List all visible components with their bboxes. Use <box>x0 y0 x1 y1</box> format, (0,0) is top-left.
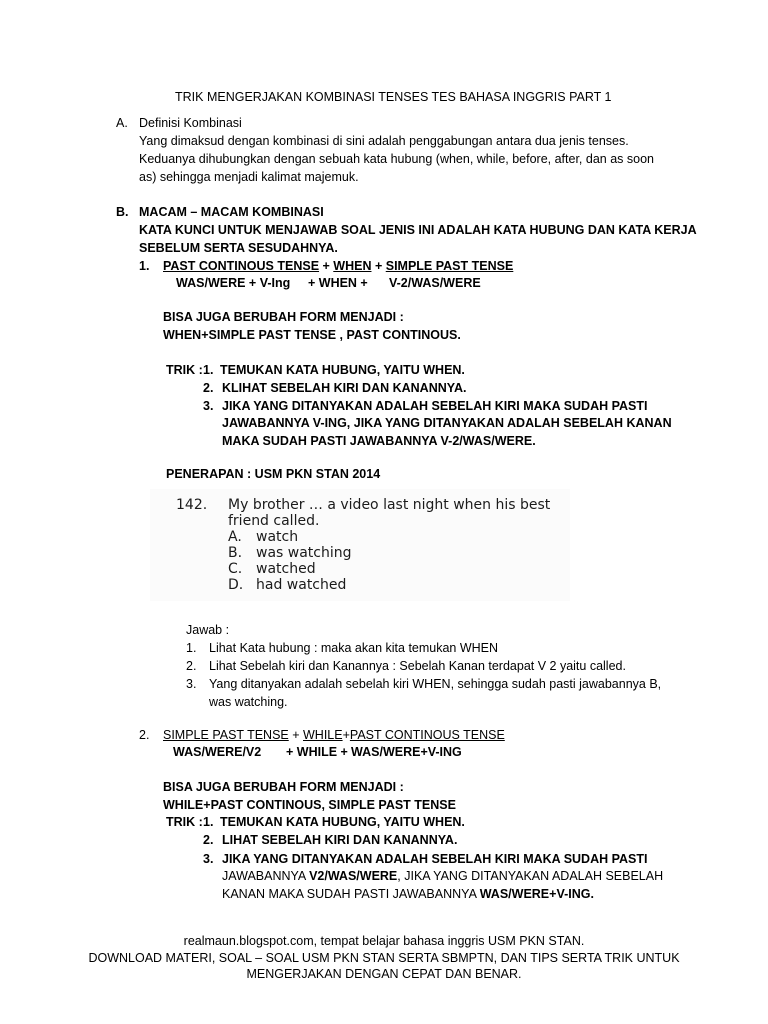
formula-part: SIMPLE PAST TENSE <box>385 259 514 273</box>
item1-pattern-b: + WHEN + <box>308 276 368 290</box>
trik-text-part: JAWABANNYA <box>222 869 310 883</box>
jawab-number: 3. <box>186 677 197 691</box>
jawab-text: was watching. <box>209 695 288 709</box>
trik-text-bold: V2/WAS/WERE <box>309 869 398 883</box>
section-b-marker: B. <box>116 205 129 219</box>
footer-line: MENGERJAKAN DENGAN CEPAT DAN BENAR. <box>246 967 522 981</box>
formula-part: WHEN <box>333 259 372 273</box>
item1-trik-label: TRIK : <box>166 363 203 377</box>
item2-alt-label: BISA JUGA BERUBAH FORM MENJADI : <box>163 780 404 794</box>
jawab-number: 2. <box>186 659 197 673</box>
item2-alt-form: WHILE+PAST CONTINOUS, SIMPLE PAST TENSE <box>163 798 456 812</box>
footer-line: realmaun.blogspot.com, tempat belajar bahasa inggris USM PKN STAN. <box>183 934 585 948</box>
trik-text <box>222 868 663 884</box>
trik-text: KLIHAT SEBELAH KIRI DAN KANANNYA. <box>222 381 467 395</box>
formula-part: WHILE <box>303 728 343 742</box>
trik-text-part: KANAN MAKA SUDAH PASTI JAWABANNYA <box>222 887 480 901</box>
item2-pattern-b: + WHILE + <box>286 745 348 759</box>
question-text: My brother … a video last night when his best <box>228 497 551 513</box>
trik-text: LIHAT SEBELAH KIRI DAN KANANNYA. <box>222 833 458 847</box>
page-title: TRIK MENGERJAKAN KOMBINASI TENSES TES BAHASA INGGRIS PART 1 <box>175 90 612 104</box>
trik-number: 2. <box>203 833 214 847</box>
trik-text-bold: WAS/WERE+V-ING. <box>479 887 594 901</box>
trik-text <box>222 886 594 902</box>
trik-text-part: , JIKA YANG DITANYAKAN ADALAH SEBELAH <box>397 869 664 883</box>
jawab-text: Lihat Kata hubung : maka akan kita temukan WHEN <box>209 641 499 655</box>
formula-plus: + <box>288 728 303 742</box>
option-letter: A. <box>228 529 242 545</box>
trik-number: 1. <box>203 815 214 829</box>
option-letter: B. <box>228 545 243 561</box>
trik-text: TEMUKAN KATA HUBUNG, YAITU WHEN. <box>220 815 465 829</box>
footer-line: DOWNLOAD MATERI, SOAL – SOAL USM PKN STAN SERTA SBMPTN, DAN TIPS SERTA TRIK UNTUK <box>88 951 680 965</box>
option-text: watched <box>256 561 316 577</box>
trik-text: JIKA YANG DITANYAKAN ADALAH SEBELAH KIRI MAKA SUDAH PASTI <box>222 399 648 413</box>
trik-text: MAKA SUDAH PASTI JAWABANNYA V-2/WAS/WERE. <box>222 434 536 448</box>
formula-part: PAST CONTINOUS TENSE <box>163 259 320 273</box>
trik-number: 3. <box>203 852 214 866</box>
option-letter: D. <box>228 577 244 593</box>
question-number: 142. <box>176 497 208 513</box>
trik-number: 2. <box>203 381 214 395</box>
section-b-heading: MACAM – MACAM KOMBINASI <box>139 205 324 219</box>
formula-plus: + <box>319 259 334 273</box>
trik-text: JAWABANNYA V-ING, JIKA YANG DITANYAKAN ADALAH SEBELAH KANAN <box>222 416 672 430</box>
trik-text: JIKA YANG DITANYAKAN ADALAH SEBELAH KIRI MAKA SUDAH PASTI <box>222 852 648 866</box>
item2-trik-label: TRIK : <box>166 815 203 829</box>
section-a-line: Keduanya dihubungkan dengan sebuah kata hubung (when, while, before, after, dan as soon <box>139 152 654 166</box>
item2-pattern-a: WAS/WERE/V2 <box>173 745 262 759</box>
section-a-marker: A. <box>116 116 128 130</box>
section-a-line: Yang dimaksud dengan kombinasi di sini adalah penggabungan antara dua jenis tenses. <box>139 134 629 148</box>
option-text: had watched <box>256 577 347 593</box>
item1-pattern-c: V-2/WAS/WERE <box>389 276 481 290</box>
item2-number: 2. <box>139 728 150 742</box>
question-scan-image <box>150 489 570 601</box>
item1-pattern-a: WAS/WERE + V-Ing <box>176 276 291 290</box>
item1-alt-label: BISA JUGA BERUBAH FORM MENJADI : <box>163 310 404 324</box>
item2-formula <box>163 727 505 743</box>
jawab-text: Lihat Sebelah kiri dan Kanannya : Sebelah Kanan terdapat V 2 yaitu called. <box>209 659 626 673</box>
jawab-text: Yang ditanyakan adalah sebelah kiri WHEN, sehingga sudah pasti jawabannya B, <box>209 677 662 691</box>
section-a-line: as) sehingga menjadi kalimat majemuk. <box>139 170 359 184</box>
formula-plus: + <box>342 728 350 742</box>
item1-penerapan: PENERAPAN : USM PKN STAN 2014 <box>166 467 381 481</box>
item1-alt-form: WHEN+SIMPLE PAST TENSE , PAST CONTINOUS. <box>163 328 461 342</box>
formula-plus: + <box>371 259 386 273</box>
item1-number: 1. <box>139 259 150 273</box>
formula-part: SIMPLE PAST TENSE <box>163 728 289 742</box>
option-text: watch <box>256 529 299 545</box>
option-text: was watching <box>256 545 352 561</box>
section-a-heading: Definisi Kombinasi <box>139 116 242 130</box>
trik-text: TEMUKAN KATA HUBUNG, YAITU WHEN. <box>220 363 465 377</box>
section-b-intro: KATA KUNCI UNTUK MENJAWAB SOAL JENIS INI ADALAH KATA HUBUNG DAN KATA KERJA <box>139 223 697 237</box>
question-text: friend called. <box>228 513 320 529</box>
jawab-number: 1. <box>186 641 197 655</box>
item2-pattern-c: WAS/WERE+V-ING <box>351 745 462 759</box>
section-b-intro: SEBELUM SERTA SESUDAHNYA. <box>139 241 338 255</box>
jawab-label: Jawab : <box>186 623 230 637</box>
trik-number: 3. <box>203 399 214 413</box>
formula-part: PAST CONTINOUS TENSE <box>349 728 505 742</box>
option-letter: C. <box>228 561 243 577</box>
trik-number: 1. <box>203 363 214 377</box>
item1-formula <box>163 258 513 274</box>
